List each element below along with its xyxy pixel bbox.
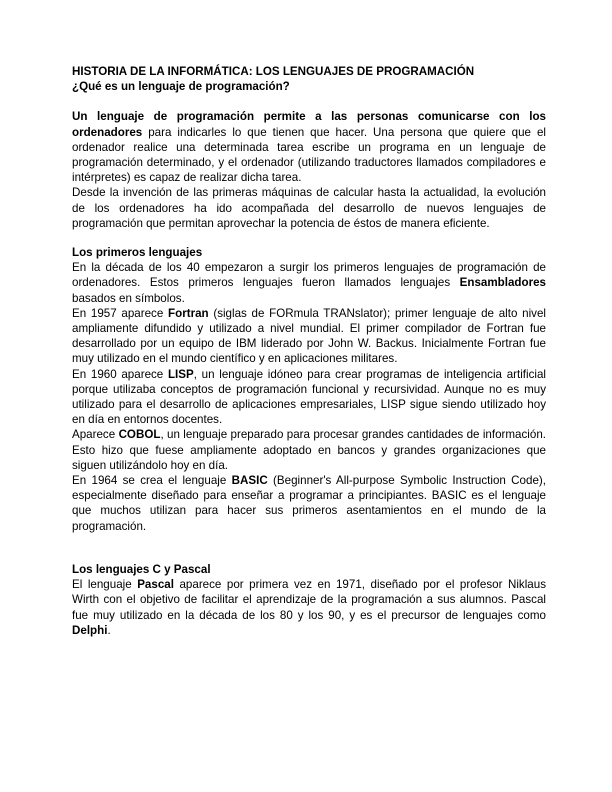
delphi-bold: Delphi — [72, 623, 108, 637]
basic-text-before: En 1964 se crea el lenguaje — [72, 474, 232, 488]
lisp-text-before: En 1960 aparece — [72, 367, 168, 381]
lisp-text-after: , un lenguaje idóneo para crear programas de inteligencia artificial porque utilizaba conceptos de programación funcional y recursividad. Aunque no es muy utilizado para el desarrollo de aplicaciones empresariales, LISP sigue siendo utilizado hoy en día en entornos docentes. — [72, 367, 546, 427]
fortran-text-after: (siglas de FORmula TRANslator); primer lenguaje de alto nivel ampliamente difundido y utilizado a nivel mundial. El primer compilador de Fortran fue desarrollado por un equipo de IBM liderado por John W. Backus. Inicialmente Fortran fue muy utilizado en el mundo científico y en aplicaciones militares. — [72, 306, 546, 366]
fortran-bold: Fortran — [168, 306, 209, 320]
pascal-text-middle: aparece por primera vez en 1971, diseñado por el profesor Niklaus Wirth con el objetivo de facilitar el aprendizaje de la programación a sus alumnos. Pascal fue muy utilizado en la década de los 80 y los 90, y es el precursor de lenguajes como — [72, 578, 546, 622]
question-heading: ¿Qué es un lenguaje de programación? — [72, 80, 290, 94]
pascal-bold: Pascal — [137, 578, 174, 592]
cobol-text-before: Aparece — [72, 428, 119, 442]
fortran-text-before: En 1957 aparece — [72, 306, 169, 320]
cobol-bold: COBOL — [118, 428, 161, 442]
pascal-paragraph — [72, 577, 546, 638]
section-heading-c-pascal: Los lenguajes C y Pascal — [72, 562, 211, 576]
document-title: HISTORIA DE LA INFORMÁTICA: LOS LENGUAJES DE PROGRAMACIÓN — [72, 65, 475, 78]
basic-bold: BASIC — [231, 474, 268, 488]
ensamblador-paragraph — [72, 260, 546, 306]
intro-text: para indicarles lo que tienen que hacer. Una persona que quiere que el ordenador realice una determinada tarea escribe un programa en un lenguaje de programación determinado, y el ordenador (utilizando traductores llamados compiladores e intérpretes) es capaz de realizar dicha tarea. — [72, 125, 546, 185]
lisp-paragraph — [72, 367, 546, 428]
lisp-bold: LISP — [167, 367, 194, 381]
cobol-paragraph — [72, 427, 546, 473]
cobol-text-after: , un lenguaje preparado para procesar grandes cantidades de información. Esto hizo que fuese ampliamente adoptado en bancos y grandes organizaciones que siguen utilizándolo hoy en día. — [72, 428, 546, 472]
intro-paragraph — [72, 109, 546, 185]
ensamblador-text-before: En la década de los 40 empezaron a surgir los primeros lenguajes de programación de ordenadores. Estos primeros lenguajes fueron llamados lenguajes — [72, 261, 546, 290]
ensamblador-text-after: basados en símbolos. — [72, 291, 185, 305]
pascal-text-after: . — [107, 623, 111, 637]
section-heading-first-languages: Los primeros lenguajes — [72, 246, 203, 260]
intro-bold: Un lenguaje de programación permite a las personas comunicarse con los ordenadores — [72, 110, 546, 139]
ensamblador-bold: Ensambladores — [459, 276, 546, 290]
fortran-paragraph — [72, 306, 546, 367]
document-page — [72, 64, 546, 638]
basic-paragraph — [72, 473, 546, 534]
evolution-paragraph: Desde la invención de las primeras máquinas de calcular hasta la actualidad, la evolución de los ordenadores ha ido acompañada del desarrollo de nuevos lenguajes de programación que permitan aprovechar la potencia de éstos de manera eficiente. — [72, 186, 546, 230]
pascal-text-before: El lenguaje — [72, 578, 138, 592]
basic-text-after: (Beginner's All-purpose Symbolic Instruction Code), especialmente diseñado para enseñar a programar a principiantes. BASIC es el lenguaje que muchos utilizan para hacer sus primeros asentamientos en el mundo de la programación. — [72, 474, 546, 533]
